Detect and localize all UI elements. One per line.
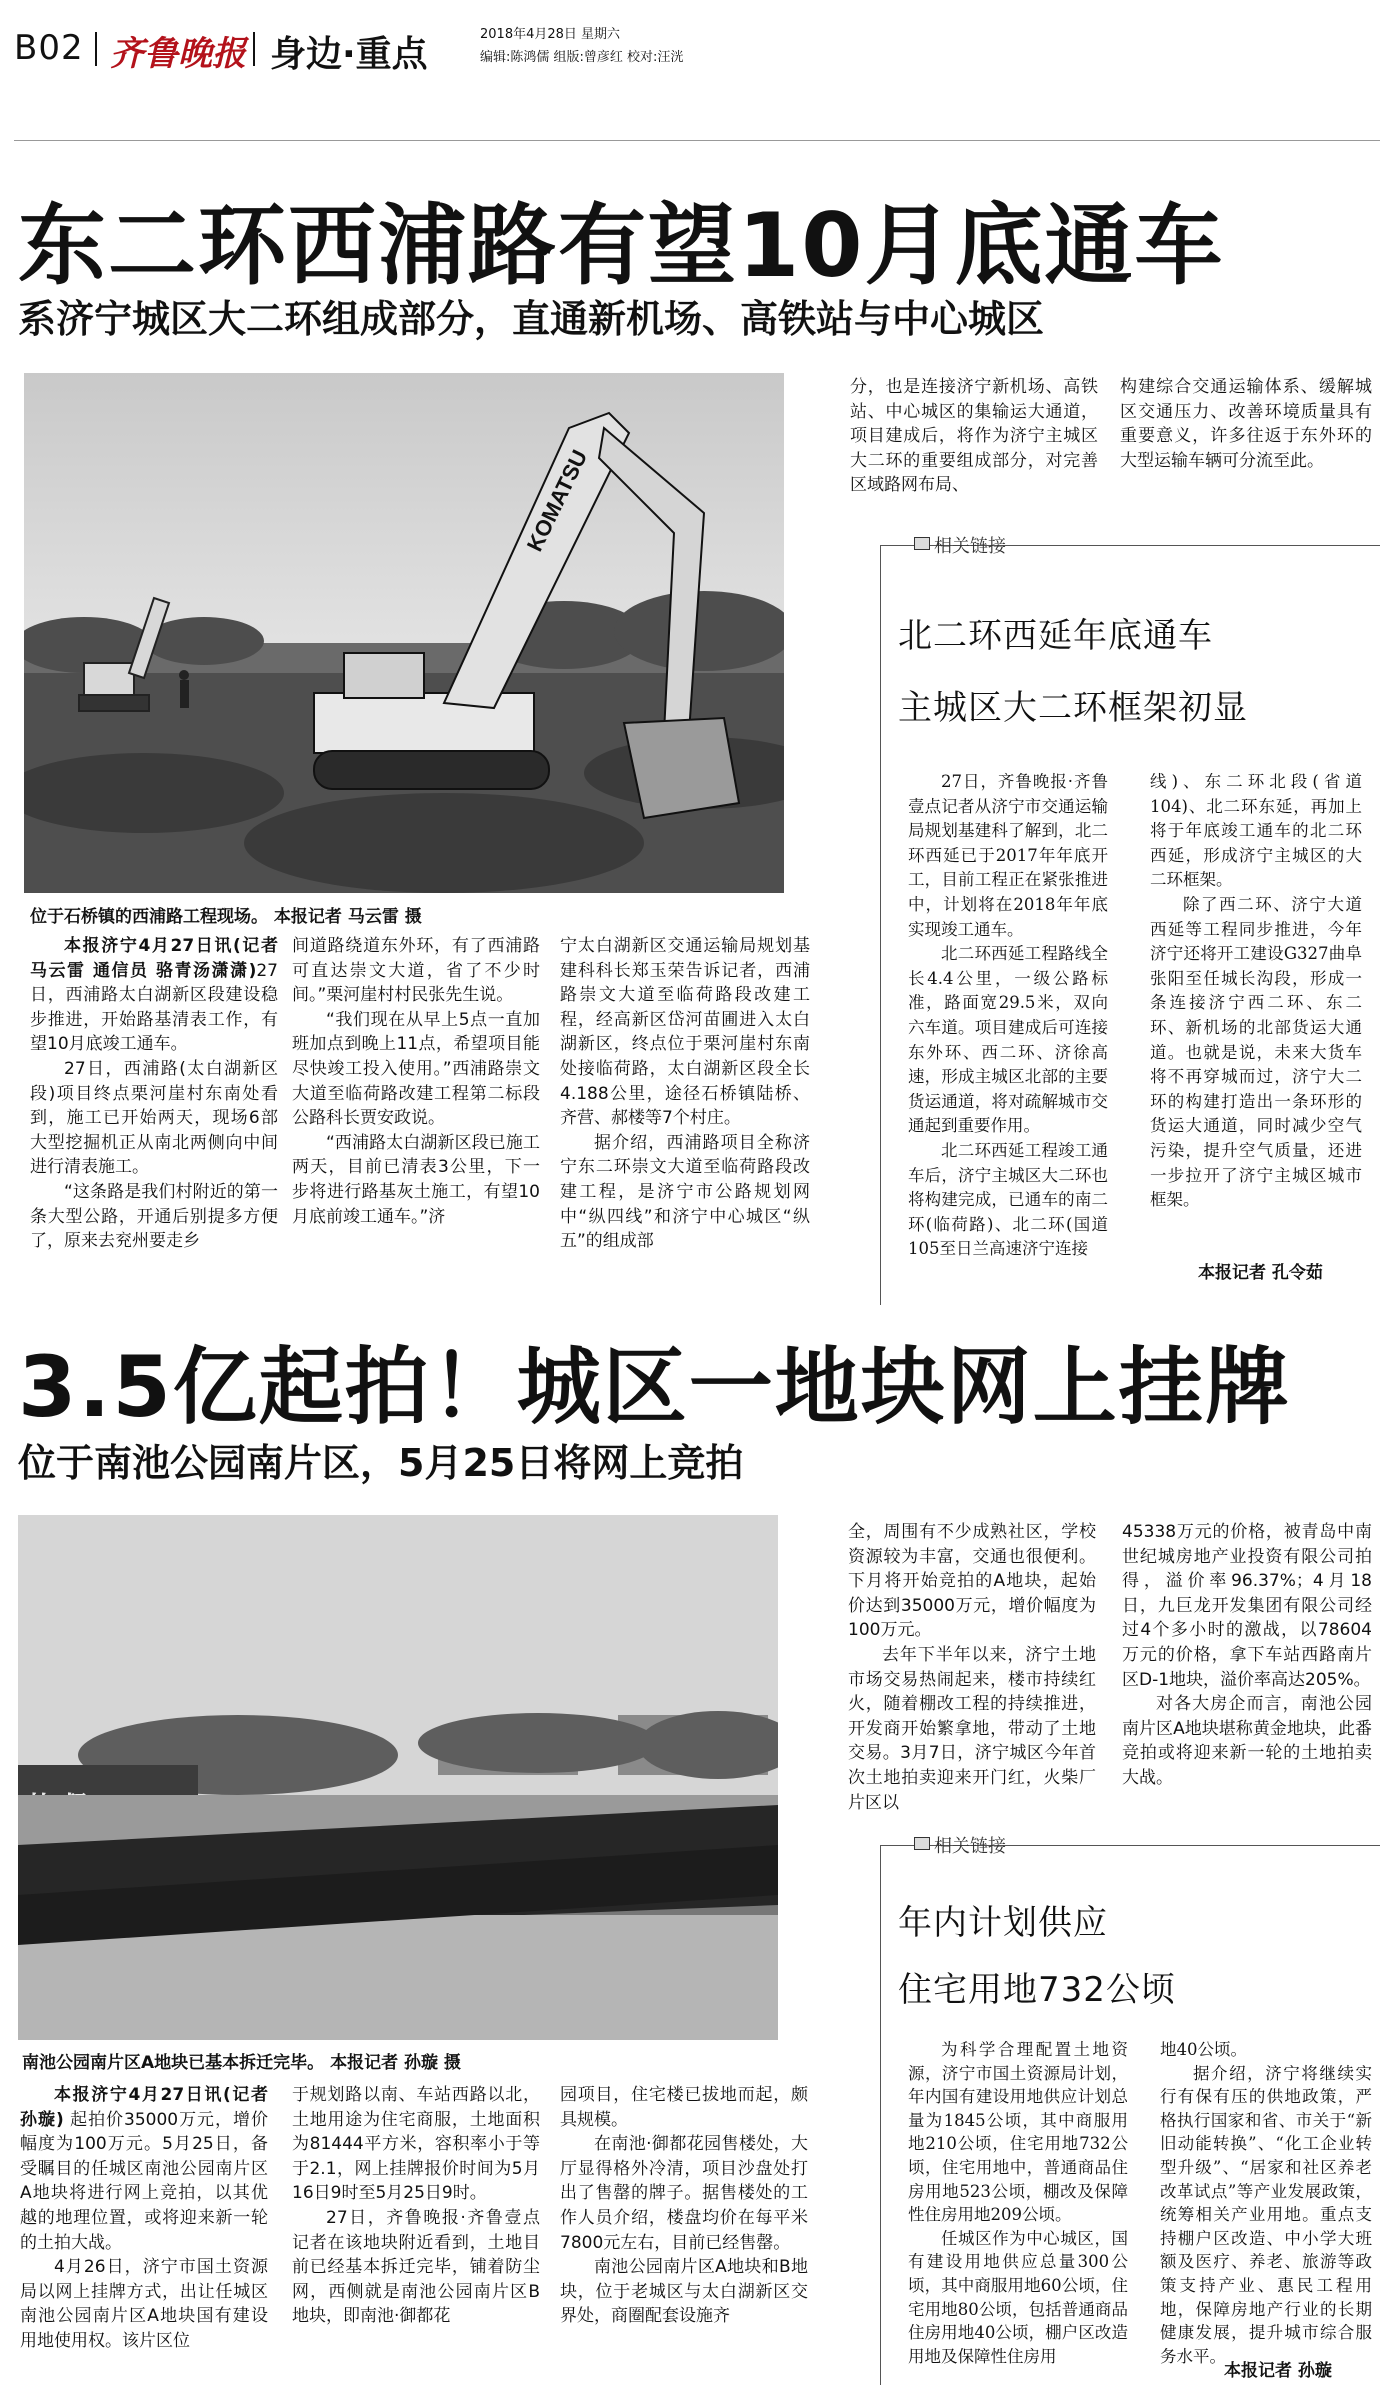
- story1-column-4: [850, 375, 1098, 498]
- story2-paragraph: 南池公园南片区A地块和B地块，位于老城区与太白湖新区交界处，商圈配套设施齐: [560, 2257, 808, 2327]
- story2-paragraph: 对各大房企而言，南池公园南片区A地块堪称黄金地块，此番竞拍或将迎来新一轮的土地拍卖大战。: [1122, 1694, 1372, 1788]
- sidebar2-paragraph: 为科学合理配置土地资源，济宁市国土资源局计划，年内国有建设用地供应计划总量为1845公顷，其中商服用地210公顷，住宅用地732公顷，住宅用地中，普通商品住房用地523公顷，棚改及保障性住房用地209公顷。: [908, 2040, 1128, 2225]
- editor-credits: 编辑:陈鸿儒 组版:曾彦红 校对:汪洸: [480, 50, 684, 65]
- sidebar1-paragraph: 除了西二环、济宁大道西延等工程同步推进，今年济宁还将开工建设G327曲阜张阳至任城长沟段，形成一条连接济宁西二环、东二环、新机场的北部货运大通道。也就是说，未来大货车将不再穿城而过，济宁大二环的构建打造出一条环形的货运大通道，同时减少空气污染，提升空气质量，还进一步拉开了济宁主城区城市框架。: [1150, 894, 1362, 1210]
- header-divider: [95, 32, 97, 66]
- story2-column-1: [20, 2083, 268, 2354]
- sidebar1-paragraph: 北二环西延工程竣工通车后，济宁主城区大二环也将构建完成，已通车的南二环(临荷路)、北二环(国道105至日兰高速济宁连接: [908, 1140, 1108, 1259]
- sidebar-border: [880, 1845, 881, 2385]
- story1-paragraph: “这条路是我们村附近的第一条大型公路，开通后别提多方便了，原来去兖州要走乡: [30, 1181, 278, 1252]
- story2-paragraph: 在南池·御都花园售楼处，大厅显得格外冷清，项目沙盘处打出了售罄的牌子。据售楼处的工作人员介绍，楼盘均价在每平米7800元左右，目前已经售罄。: [560, 2134, 808, 2253]
- story2-photo-caption: 南池公园南片区A地块已基本拆迁完毕。 本报记者 孙璇 摄: [22, 2053, 461, 2073]
- story2-column-5: [1122, 1520, 1372, 1791]
- story2-paragraph: 去年下半年以来，济宁土地市场交易热闹起来，楼市持续红火，随着棚改工程的持续推进，开发商开始繁拿地，带动了土地交易。3月7日，济宁城区今年首次土地拍卖迎来开门红，火柴厂片区以: [848, 1644, 1096, 1813]
- story1-column-3: [560, 934, 810, 1254]
- sidebar1-byline: 本报记者 孔令茹: [1198, 1263, 1323, 1283]
- story2-subhead: 位于南池公园南片区，5月25日将网上竞拍: [18, 1441, 744, 1485]
- story1-paragraph: 分，也是连接济宁新机场、高铁站、中心城区的集输运大通道，项目建成后，将作为济宁主城区大二环的重要组成部分，对完善区域路网布局、: [850, 377, 1098, 496]
- story2-paragraph: 全，周围有不少成熟社区，学校资源较为丰富，交通也很便利。下月将开始竞拍的A地块，起始价达到35000万元，增价幅度为100万元。: [848, 1522, 1096, 1641]
- story2-paragraph: 45338万元的价格，被青岛中南世纪城房地产业投资有限公司拍得，溢价率96.37%；4月18日，九巨龙开发集团有限公司经过4个多小时的激战，以78604万元的价格，拿下车站西路南片区D-1地块，溢价率高达205%。: [1122, 1522, 1372, 1690]
- land-plot-photo: [18, 1515, 778, 2040]
- story2-column-3: [560, 2083, 808, 2329]
- related-link-label: 相关链接: [934, 1836, 1006, 1857]
- story2-paragraph: 4月26日，济宁市国土资源局以网上挂牌方式，出让任城区南池公园南片区A地块国有建设用地使用权。该片区位: [20, 2257, 268, 2351]
- header-rule: [14, 140, 1380, 141]
- story2-paragraph: 27日，齐鲁晚报·齐鲁壹点记者在该地块附近看到，土地目前已经基本拆迁完毕，铺着防尘网，西侧就是南池公园南片区B地块，即南池·御都花: [292, 2207, 540, 2327]
- sidebar2-title-line2: 住宅用地732公顷: [898, 1970, 1176, 2010]
- story1-paragraph: “我们现在从早上5点一直加班加点到晚上11点，希望项目能尽快竣工投入使用。”西浦路崇文大道至临荷路改建工程第二标段公路科长贾安政说。: [292, 1009, 540, 1129]
- sidebar2-title-line1: 年内计划供应: [898, 1903, 1108, 1943]
- sidebar1-paragraph: 27日，齐鲁晚报·齐鲁壹点记者从济宁市交通运输局规划基建科了解到，北二环西延已于2017年年底开工，目前工程正在紧张推进中，计划将在2018年年底实现竣工通车。: [908, 772, 1108, 939]
- section-title: 身边·重点: [270, 34, 428, 75]
- header-divider: [253, 32, 255, 66]
- story1-paragraph: 据介绍，西浦路项目全称济宁东二环崇文大道至临荷路段改建工程，是济宁市公路规划网中“纵四线”和济宁中心城区“纵五”的组成部: [560, 1132, 810, 1252]
- story1-column-1: [30, 934, 278, 1254]
- story1-paragraph: “西浦路太白湖新区段已施工两天，目前已清表3公里，下一步将进行路基灰土施工，有望10月底前竣工通车。”济: [292, 1132, 540, 1227]
- sidebar1-paragraph: 北二环西延工程路线全长4.4公里，一级公路标准，路面宽29.5米，双向六车道。项目建成后可连接东外环、西二环、济徐高速，形成主城区北部的主要货运通道，将对疏解城市交通起到重要作用。: [908, 944, 1108, 1136]
- story1-column-2: [292, 934, 540, 1229]
- sidebar1-title-line2: 主城区大二环框架初显: [898, 688, 1248, 728]
- story1-paragraph: 构建综合交通运输体系、缓解城区交通压力、改善环境质量具有重要意义，许多往返于东外环的大型运输车辆可分流至此。: [1120, 377, 1372, 471]
- story2-paragraph: 起拍价35000万元，增价幅度为100万元。5月25日，备受瞩目的任城区南池公园南片区A地块将进行网上竞拍，以其优越的地理位置，或将迎来新一轮的土拍大战。: [20, 2109, 268, 2253]
- sidebar1-paragraph: 线)、东二环北段(省道104)、北二环东延，再加上将于年底竣工通车的北二环西延，形成济宁主城区的大二环框架。: [1150, 772, 1362, 890]
- construction-site-photo: [24, 373, 784, 893]
- story1-column-5: [1120, 375, 1372, 473]
- story2-column-4: [848, 1520, 1096, 1815]
- sidebar2-paragraph: 据介绍，济宁将继续实行有保有压的供地政策，严格执行国家和省、市关于“新旧动能转换”、“化工企业转型升级”、“居家和社区养老改革试点”等产业发展政策，统筹相关产业用地。重点支持棚户区改造、中小学大班额及医疗、养老、旅游等政策支持产业、惠民工程用地，保障房地产行业的长期健康发展，提升城市综合服务水平。: [1160, 2063, 1372, 2366]
- related-link-label: 相关链接: [934, 536, 1006, 557]
- sidebar1-column-2: [1150, 770, 1362, 1213]
- newspaper-logo: 齐鲁晚报: [110, 34, 246, 74]
- story1-paragraph: 宁太白湖新区交通运输局规划基建科科长郑玉荣告诉记者，西浦路崇文大道至临荷路段改建工程，经高新区岱河苗圃进入太白湖新区，终点位于栗河崖村东南处接临荷路，太白湖新区段全长4.188公里，途径石桥镇陆桥、齐营、郝楼等7个村庄。: [560, 936, 810, 1129]
- sidebar2-paragraph: 任城区作为中心城区，国有建设用地供应总量300公顷，其中商服用地60公顷，住宅用地80公顷，包括普通商品住房用地40公顷，棚户区改造用地及保障性住房用: [908, 2228, 1128, 2366]
- story1-paragraph: 间道路绕道东外环，有了西浦路可直达崇文大道，省了不少时间。”栗河崖村村民张先生说。: [292, 936, 540, 1006]
- story2-column-2: [292, 2083, 540, 2329]
- sidebar2-column-2: [1160, 2038, 1372, 2368]
- issue-date: 2018年4月28日 星期六: [480, 27, 621, 42]
- story1-photo-caption: 位于石桥镇的西浦路工程现场。 本报记者 马云雷 摄: [30, 907, 422, 927]
- story1-subhead: 系济宁城区大二环组成部分，直通新机场、高铁站与中心城区: [18, 297, 1045, 341]
- story1-headline: 东二环西浦路有望10月底通车: [18, 194, 1225, 297]
- sidebar2-paragraph: 地40公顷。: [1160, 2040, 1247, 2059]
- story1-paragraph: 27日，西浦路太白湖新区段建设稳步推进，开始路基清表工作，有望10月底竣工通车。: [30, 960, 278, 1055]
- story2-paragraph: 园项目，住宅楼已拔地而起，颇具规模。: [560, 2085, 808, 2130]
- story1-paragraph: 27日，西浦路(太白湖新区段)项目终点栗河崖村东南处看到，施工已开始两天，现场6部大型挖掘机正从南北两侧向中间进行清表施工。: [30, 1058, 278, 1178]
- story1-dateline: 本报济宁4月27日讯(记者 马云雷 通信员 骆青汤潇潇): [30, 936, 278, 981]
- sidebar2-column-1: [908, 2038, 1128, 2368]
- story2-dateline: 本报济宁4月27日讯(记者 孙璇): [20, 2085, 268, 2130]
- sidebar1-column-1: [908, 770, 1108, 1262]
- related-link-icon: [914, 537, 930, 550]
- story2-paragraph: 于规划路以南、车站西路以北，土地用途为住宅商服，土地面积为81444平方米，容积率小于等于2.1，网上挂牌报价时间为5月16日9时至5月25日9时。: [292, 2085, 540, 2204]
- page-number: B02: [14, 28, 84, 68]
- related-link-icon: [914, 1837, 930, 1850]
- sidebar-border: [880, 545, 881, 1305]
- sidebar2-byline: 本报记者 孙璇: [1224, 2361, 1332, 2381]
- story2-headline: 3.5亿起拍！城区一地块网上挂牌: [18, 1338, 1291, 1436]
- sidebar1-title-line1: 北二环西延年底通车: [898, 616, 1213, 656]
- excavator-brand-text: KOMATSU: [521, 445, 593, 556]
